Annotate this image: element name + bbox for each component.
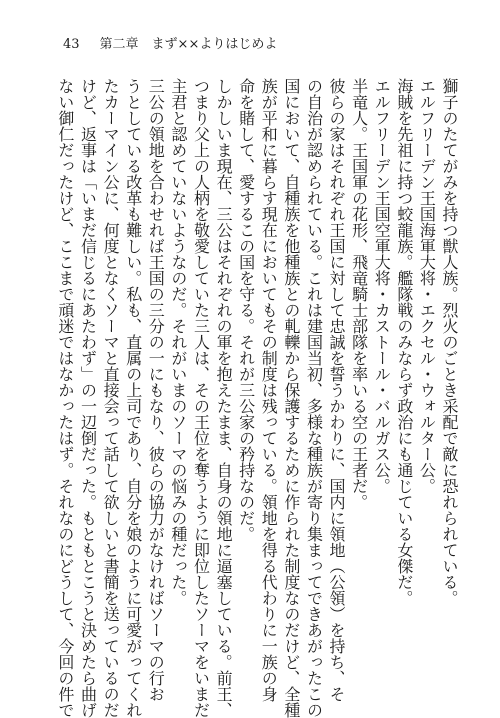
text-line: 主君と認めていないようなのだ。それがいまのソーマの悩みの種だった。 bbox=[168, 78, 188, 606]
text-line: エルフリーデン王国海軍大将・エクセル・ウォルター公。 bbox=[417, 78, 437, 494]
chapter-title: 第二章 まず××よりはじめよ bbox=[99, 37, 278, 52]
text-line: 半竜人。王国軍の花形、飛竜騎士部隊を率いる空の王者だ。 bbox=[349, 78, 369, 510]
text-line: つまり父上の人柄を敬愛していた三人は、その王位を奪うように即位したソーマをいまだ bbox=[191, 78, 211, 718]
text-line: うとしている改革も難しい。私も、直属の上司であり、自分を娘のように可愛がってくれ bbox=[123, 78, 143, 718]
text-line: の自治が認められている。これは建国当初、多様な種族が寄り集まってできあがったこの bbox=[304, 78, 324, 718]
text-line: 三公の領地を合わせれば王国の三分の一にもなり、彼らの協力がなければソーマの行お bbox=[146, 78, 166, 702]
text-line: けど、返事は「いまだ信じるにあたわず」の一辺倒だった。もともとこうと決めたら曲げ bbox=[78, 78, 98, 718]
vertical-text-body bbox=[53, 78, 460, 718]
page-number: 43 bbox=[63, 37, 80, 52]
text-line: 族が平和に暮らす現在においてもその制度は残っている。領地を得る代わりに一族の身 bbox=[259, 78, 279, 702]
running-header bbox=[63, 38, 277, 51]
text-line: 彼らの家はそれぞれ王国に対して忠誠を誓うかわりに、国内に領地（公領）を持ち、そ bbox=[327, 78, 347, 702]
text-line: 獅子のたてがみを持つ獣人族。烈火のごとき采配で敵に恐れられている。 bbox=[440, 78, 459, 606]
text-line: 海賊を先祖に持つ蛟龍族。艦隊戦のみならず政治にも通じている女傑だ。 bbox=[394, 78, 414, 606]
text-line: 命を賭して、愛するこの国を守る。それが三公家の矜持なのだ。 bbox=[236, 78, 256, 542]
text-line: エルフリーデン王国空軍大将・カストール・バルガス公。 bbox=[372, 78, 392, 494]
text-line: しかしいま現在、三公はそれぞれの軍を抱えたまま、自身の領地に逼塞している。前王、 bbox=[214, 78, 234, 718]
text-line: ない御仁だったけど、ここまで頑迷ではなかったはず。それなのにどうして、今回の件で bbox=[55, 78, 75, 718]
text-line: たカーマイン公に、何度となくソーマと直接会って話して欲しいと書簡を送っているのだ bbox=[101, 78, 121, 718]
text-line: 国において、自種族を他種族との軋轢から保護するために作られた制度なのだけど、全種 bbox=[281, 78, 301, 718]
